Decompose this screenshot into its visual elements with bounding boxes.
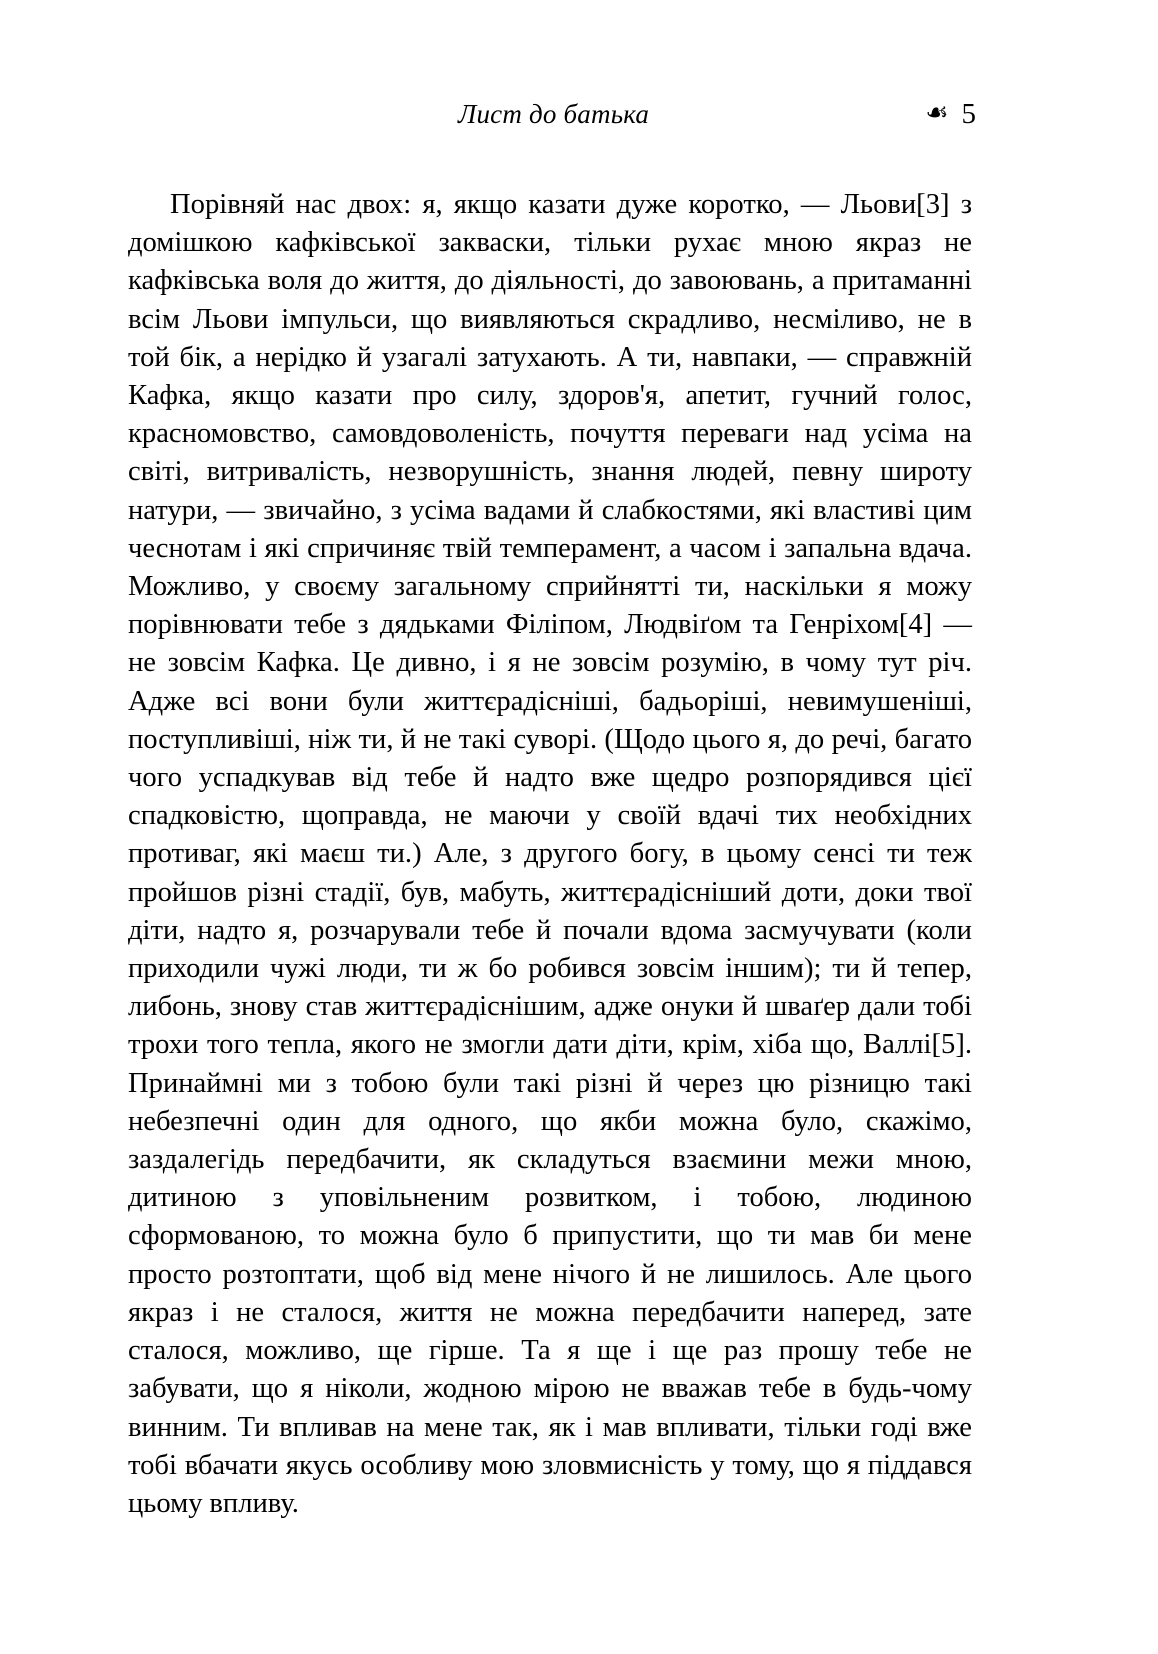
body-paragraph: Порівняй нас двох: я, якщо казати дуже коротко, — Льови[3] з домішкою кафківської закваски, тільки рухає мною якраз не кафківська воля до життя, до діяльності, до завоювань, а притаманні всім Льови імпульси, що виявляються скрадливо, несміливо, не в той бік, а нерідко й узагалі затухають. А ти, навпаки, — справжній Кафка, якщо казати про силу, здоров'я, апетит, гучний голос, красномовство, самовдоволеність, почуття переваги над усіма на світі, витривалість, незворушність, знання людей, певну широту натури, — звичайно, з усіма вадами й слабкостями, які властиві цим чеснотам і які спричиняє твій темперамент, а часом і запальна вдача. Можливо, у своєму загальному сприйнятті ти, наскільки я можу порівнювати тебе з дядьками Філіпом, Людвіґом та Генріхом[4] — не зовсім Кафка. Це дивно, і я не зовсім розумію, в чому тут річ. Адже всі вони були життєрадісніші, бадьоріші, невимушеніші, поступливіші, ніж ти, й не такі суворі. (Щодо цього я, до речі, багато чого успадкував від тебе й надто вже щедро розпорядився цієї спадковістю, щоправда, не маючи у своїй вдачі тих необхідних противаг, які маєш ти.) Але, з другого богу, в цьому сенсі ти теж пройшов різні стадії, був, мабуть, життєрадісніший доти, доки твої діти, надто я, розчарували тебе й почали вдома засмучувати (коли приходили чужі люди, ти ж бо робився зовсім іншим); ти й тепер, либонь, знову став життєрадіснішим, адже онуки й шваґер дали тобі трохи того тепла, якого не змогли дати діти, крім, хіба що, Валлі[5]. Принаймні ми з тобою були такі різні й через цю різницю такі небезпечні один для одного, що якби можна було, скажімо, заздалегідь передбачити, як складуться взаємини межи мною, дитиною з уповільненим розвитком, і тобою, людиною сформованою, то можна було б припустити, що ти мав би мене просто розтоптати, щоб від мене нічого й не лишилось. Але цього якраз і не сталося, життя не можна передбачити наперед, зате сталося, можливо, ще гірше. Та я ще і ще раз прошу тебе не забувати, що я ніколи, жодною мірою не вважав тебе в будь-чому винним. Ти впливав на мене так, як і мав впливати, тільки годі вже тобі вбачати якусь особливу мою зловмисність у тому, що я піддався цьому впливу. (128, 189, 972, 1519)
folio-group (925, 100, 976, 129)
page-number: 5 (961, 98, 976, 130)
fleuron-ornament-icon: ☙ (925, 98, 949, 127)
running-header-title: Лист до батька (458, 99, 650, 129)
text-block (128, 186, 972, 1523)
running-header (128, 100, 976, 144)
